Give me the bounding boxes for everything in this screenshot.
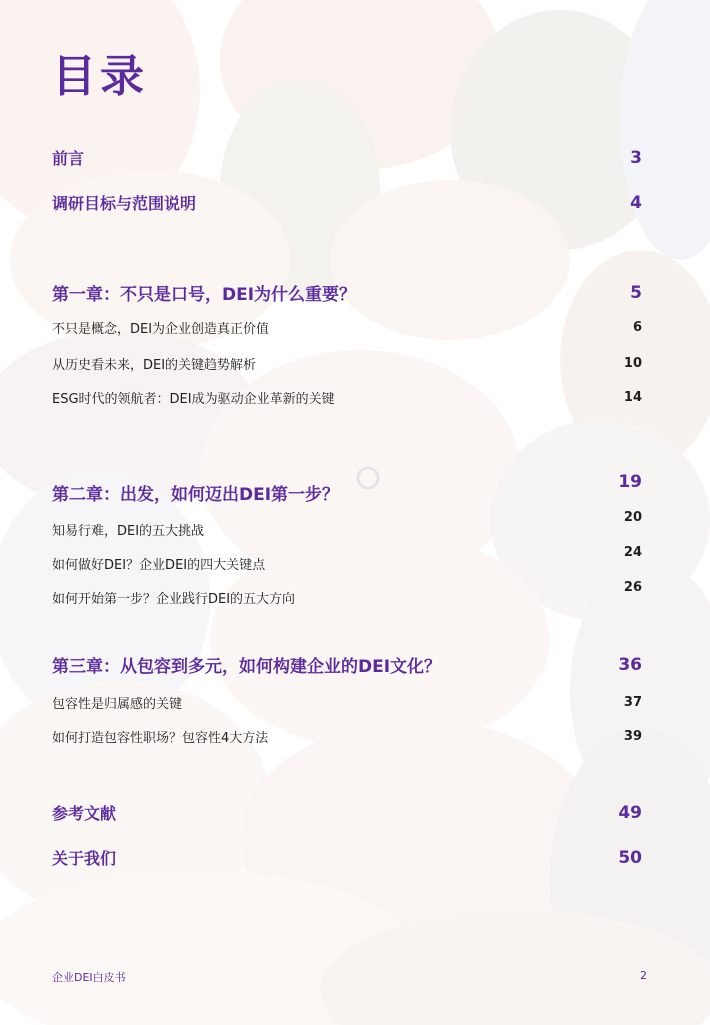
section-page-number: 26 (623, 580, 642, 595)
entry-label: 前言 (52, 149, 85, 168)
section-label: 包容性是归属感的关键 (52, 697, 183, 712)
entry-label: 调研目标与范围说明 (52, 194, 197, 213)
entry-page-number: 3 (630, 147, 642, 168)
section-page-number: 39 (623, 729, 642, 744)
section-label: 如何开始第一步？企业践行DEI的五大方向 (52, 592, 296, 607)
toc-entry-references[interactable] (52, 801, 642, 824)
section-label: 如何做好DEI？企业DEI的四大关键点 (52, 558, 266, 573)
chapter-label: 第二章：出发，如何迈出DEI第一步？ (52, 485, 340, 505)
entry-page-number: 50 (618, 847, 642, 868)
entry-label: 参考文献 (52, 804, 117, 823)
toc-title: 目录 (52, 51, 148, 102)
toc-entry-chapter-1[interactable] (52, 280, 642, 305)
section-label: 不只是概念，DEI为企业创造真正价值 (52, 322, 270, 337)
toc-entry-section[interactable] (52, 542, 642, 573)
section-label: 从历史看未来，DEI的关键趋势解析 (52, 358, 257, 373)
entry-page-number: 4 (630, 192, 642, 213)
toc-entry-section[interactable] (52, 693, 642, 712)
section-page-number: 37 (623, 695, 642, 710)
section-page-number: 20 (623, 510, 642, 525)
section-page-number: 24 (623, 545, 642, 560)
section-label: ESG时代的领航者：DEI成为驱动企业革新的关键 (52, 392, 335, 407)
toc-entry-section[interactable] (52, 506, 642, 539)
footer-document-title: 企业DEI白皮书 (52, 971, 126, 984)
toc-entry-research-scope[interactable] (52, 191, 642, 214)
toc-entry-section[interactable] (52, 574, 642, 607)
section-page-number: 14 (623, 390, 642, 405)
section-page-number: 10 (623, 356, 642, 371)
chapter-label: 第三章：从包容到多元，如何构建企业的DEI文化？ (52, 657, 442, 677)
section-label: 知易行难，DEI的五大挑战 (52, 524, 205, 539)
entry-page-number: 49 (618, 802, 642, 823)
chapter-label: 第一章：不只是口号，DEI为什么重要？ (52, 285, 357, 305)
toc-entry-chapter-3[interactable] (52, 652, 642, 677)
toc-entry-section[interactable] (52, 388, 642, 407)
chapter-page-number: 19 (618, 471, 642, 492)
chapter-page-number: 5 (630, 282, 642, 303)
section-page-number: 6 (632, 320, 642, 335)
chapter-page-number: 36 (618, 654, 642, 675)
section-label: 如何打造包容性职场？包容性4大方法 (52, 731, 269, 746)
toc-entry-section[interactable] (52, 318, 642, 337)
toc-entry-about-us[interactable] (52, 846, 642, 869)
toc-entry-chapter-2[interactable] (52, 464, 642, 505)
toc-entry-section[interactable] (52, 727, 642, 746)
footer-page-number: 2 (640, 969, 647, 982)
toc-entry-preface[interactable] (52, 146, 642, 169)
toc-entry-section[interactable] (52, 354, 642, 373)
entry-label: 关于我们 (52, 849, 117, 868)
